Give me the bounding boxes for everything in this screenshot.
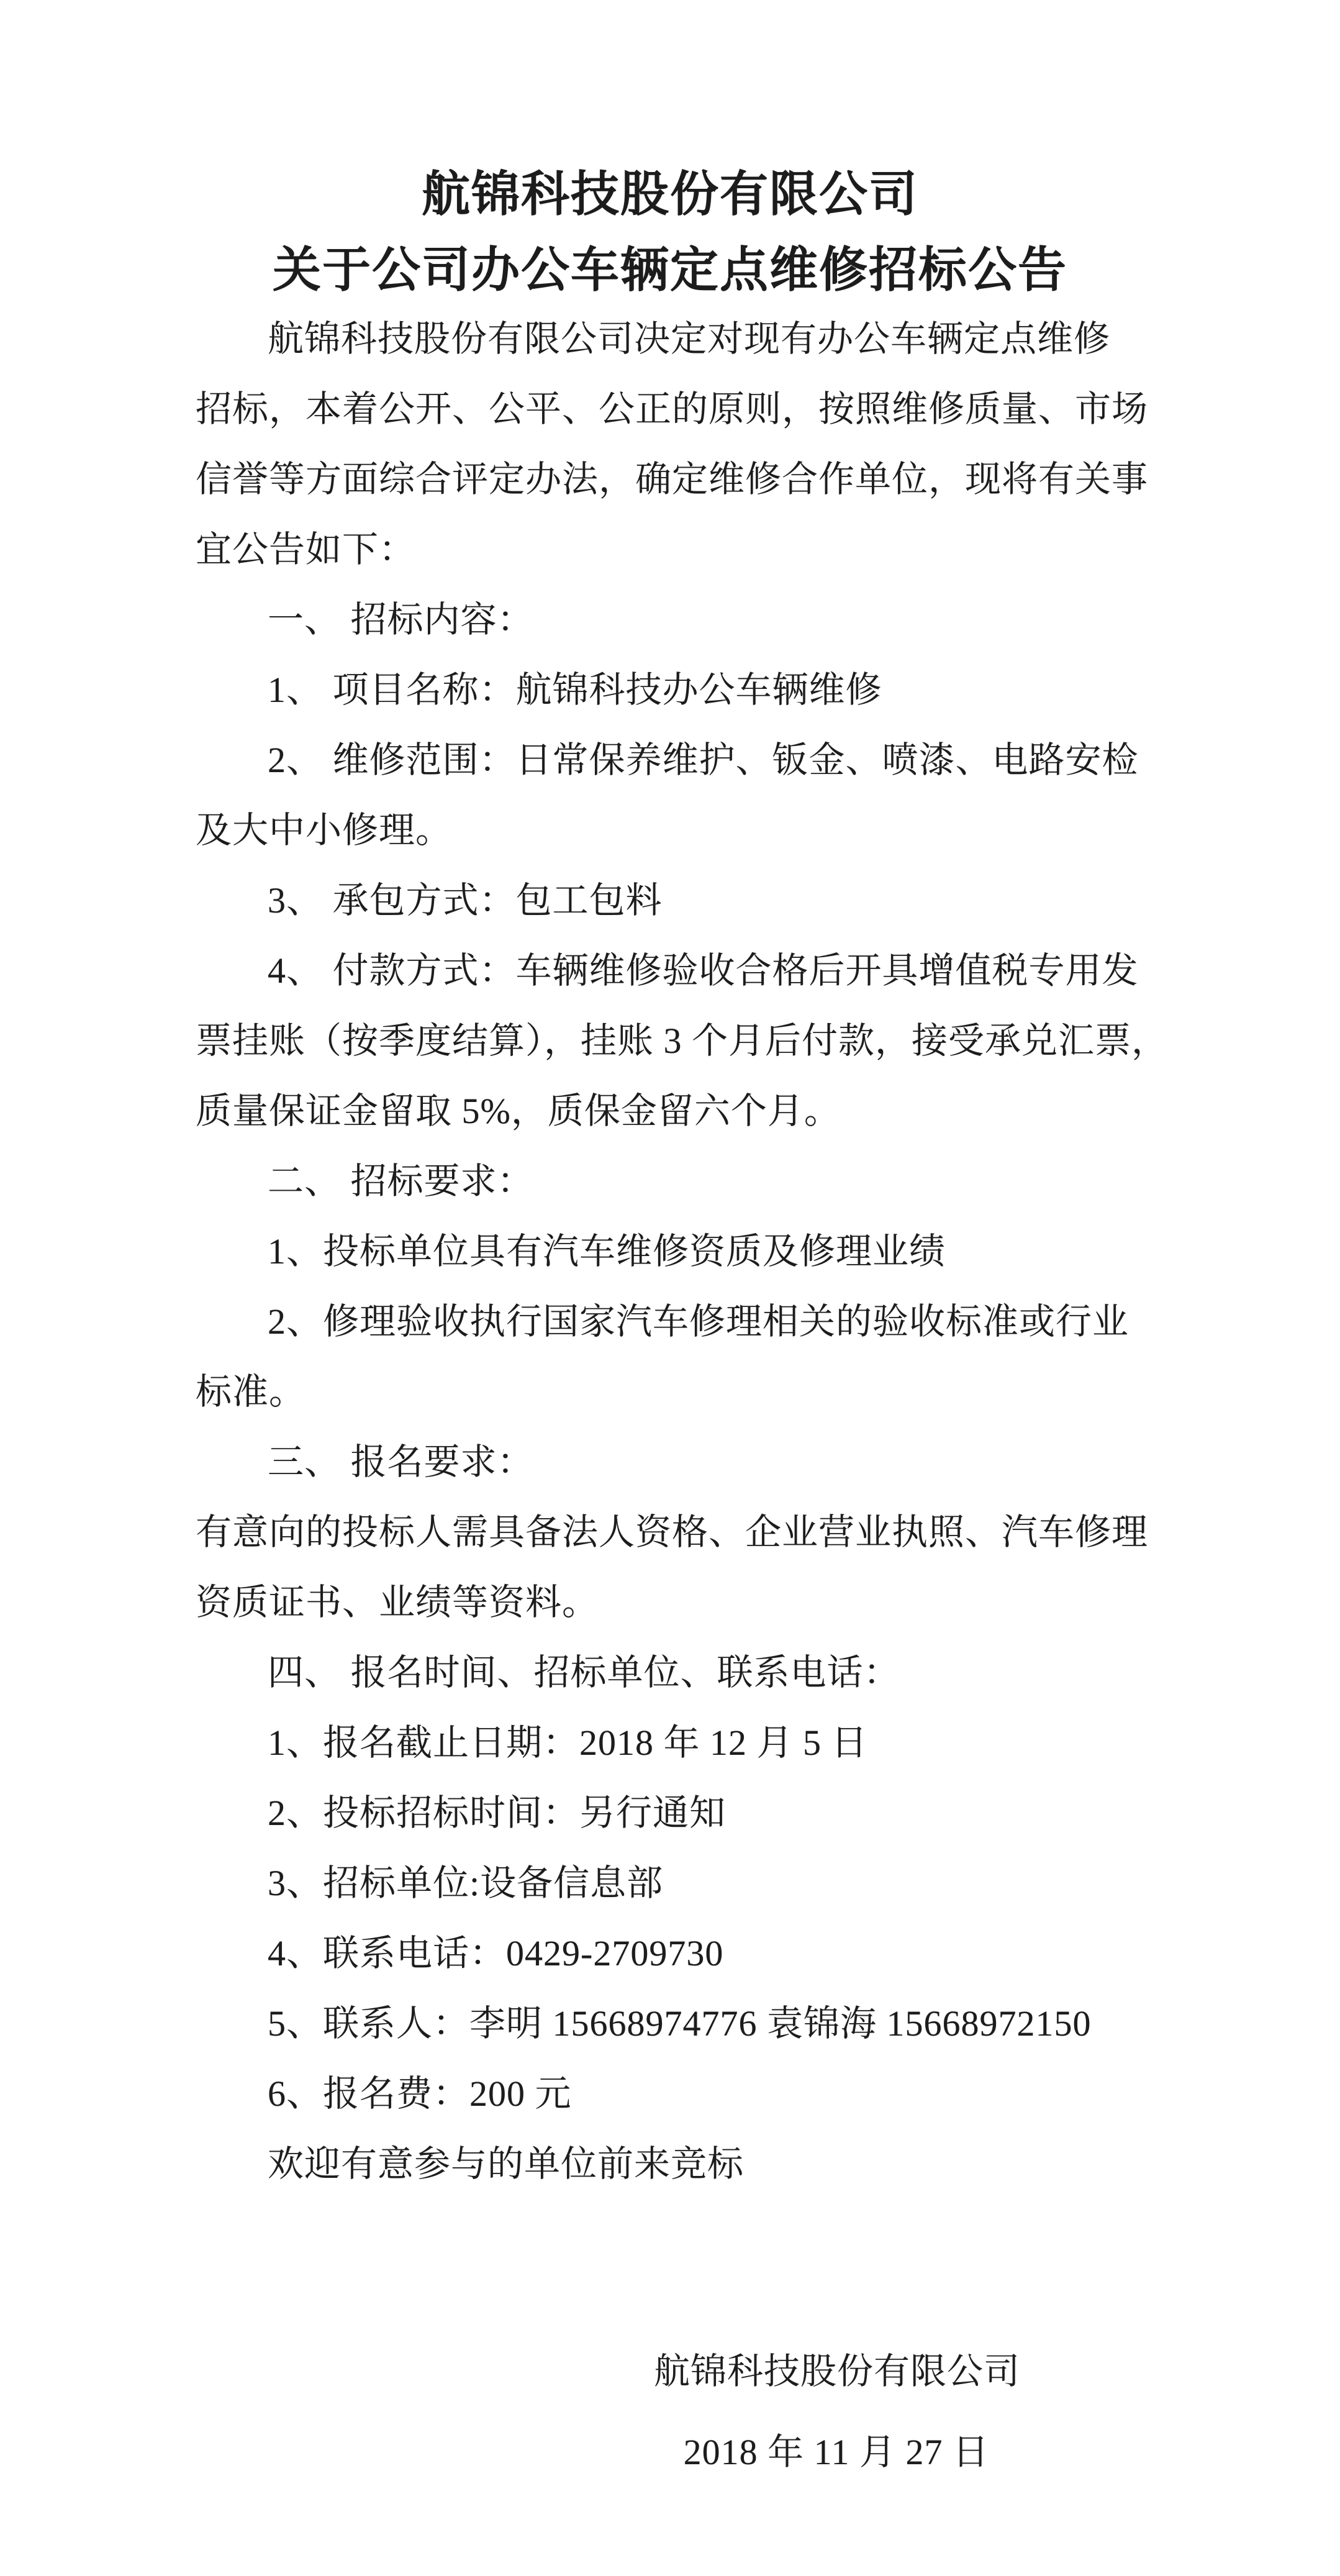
list-item-line: 5、联系人：李明 15668974776 袁锦海 15668972150 [268,2003,1092,2044]
paragraph-line: 宜公告如下： [196,529,416,570]
document-title-line2: 关于公司办公车辆定点维修招标公告 [272,243,1067,297]
list-item-line: 3、 承包方式：包工包料 [268,880,663,921]
section-heading-line: 一、 招标内容： [268,599,534,640]
list-item-line: 2、投标招标时间：另行通知 [268,1793,727,1833]
signature-block [0,2331,1340,2493]
signature-company: 航锦科技股份有限公司 [653,2351,1020,2392]
paragraph-line: 资质证书、业绩等资料。 [196,1582,599,1623]
list-item-line: 6、报名费：200 元 [268,2073,572,2114]
list-item-line: 1、 项目名称：航锦科技办公车辆维修 [268,670,882,710]
list-item-line: 及大中小修理。 [196,810,453,850]
list-item-line: 2、 维修范围：日常保养维护、钣金、喷漆、电路安检 [268,740,1139,780]
list-item-line: 质量保证金留取 5%，质保金留六个月。 [196,1091,841,1131]
signature-date: 2018 年 11 月 27 日 [683,2432,989,2472]
section-heading-line: 三、 报名要求： [268,1442,534,1482]
list-item-line: 2、修理验收执行国家汽车修理相关的验收标准或行业 [268,1301,1129,1342]
paragraph-line: 信誉等方面综合评定办法，确定维修合作单位，现将有关事 [196,459,1149,499]
list-item-line: 票挂账（按季度结算），挂账 3 个月后付款，接受承兑汇票， [196,1021,1169,1061]
document-body [0,304,1340,2199]
closing-line: 欢迎有意参与的单位前来竞标 [268,2144,745,2184]
document-title-line1: 航锦科技股份有限公司 [421,167,918,221]
list-item-line: 1、报名截止日期：2018 年 12 月 5 日 [268,1723,868,1763]
list-item-line: 4、 付款方式：车辆维修验收合格后开具增值税专用发 [268,950,1139,991]
paragraph-line: 航锦科技股份有限公司决定对现有办公车辆定点维修 [268,319,1111,359]
list-item-line: 标准。 [196,1372,306,1412]
list-item-line: 4、联系电话：0429-2709730 [268,1933,724,1973]
document-title-block [0,157,1340,308]
list-item-line: 1、投标单位具有汽车维修资质及修理业绩 [268,1231,946,1272]
list-item-line: 3、招标单位:设备信息部 [268,1863,664,1903]
paragraph-line: 招标，本着公开、公平、公正的原则，按照维修质量、市场 [196,389,1149,429]
section-heading-line: 四、 报名时间、招标单位、联系电话： [268,1652,900,1693]
paragraph-line: 有意向的投标人需具备法人资格、企业营业执照、汽车修理 [196,1512,1149,1552]
section-heading-line: 二、 招标要求： [268,1161,534,1201]
